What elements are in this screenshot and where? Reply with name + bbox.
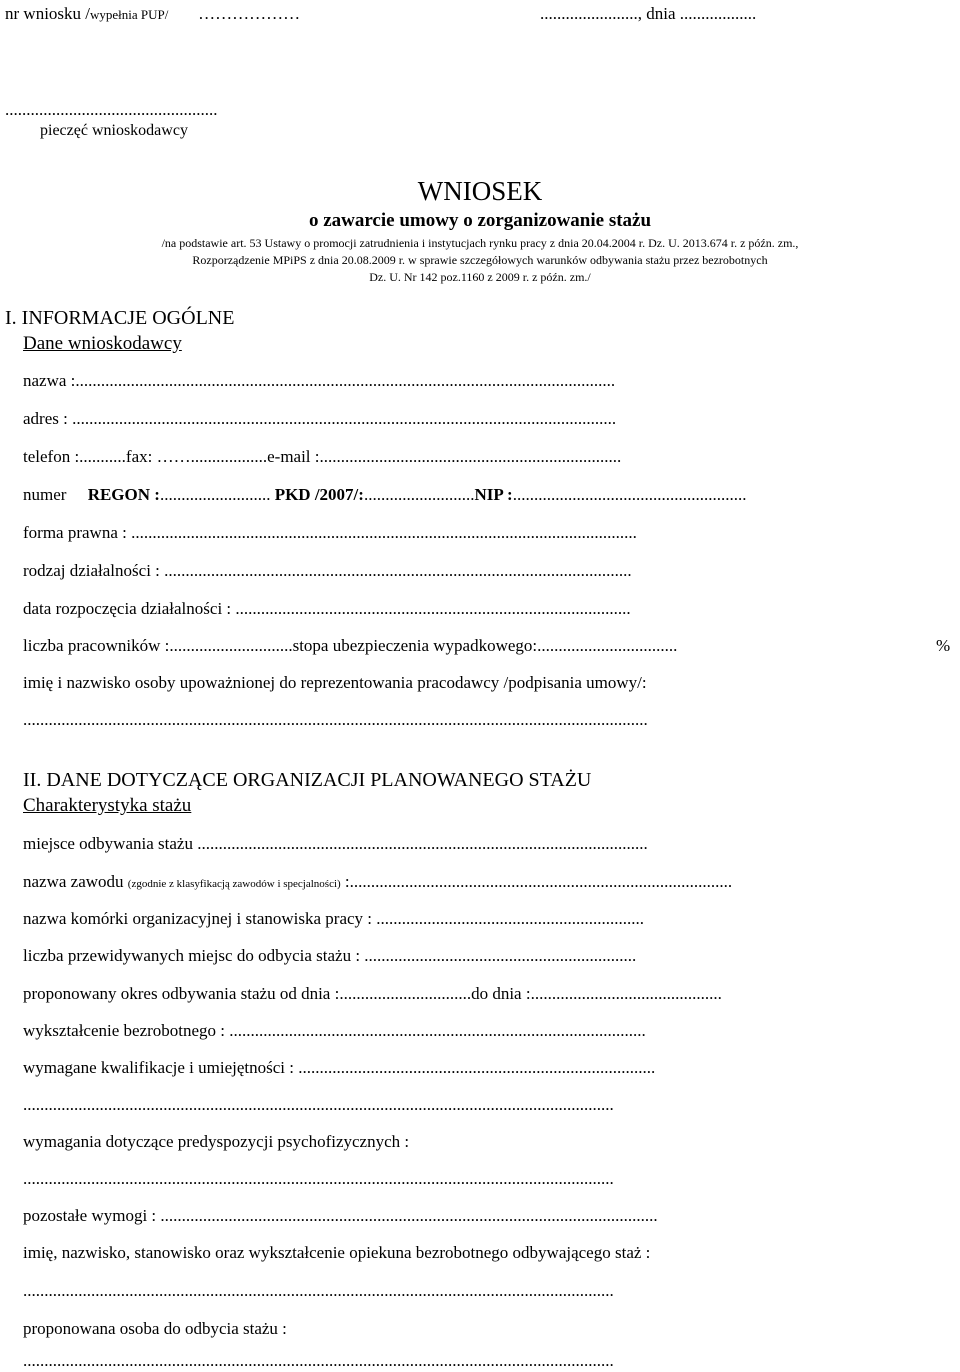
email-field[interactable]: ....................................................................... <box>319 447 622 466</box>
legal-basis-line-2: Rozporządzenie MPiPS z dnia 20.08.2009 r. w sprawie szczegółowych warunków odbywania stażu przez bezrobotnych <box>192 253 768 267</box>
zawod-note: (zgodnie z klasyfikacją zawodów i specjalności) <box>127 878 341 890</box>
document-title: WNIOSEK <box>417 176 543 206</box>
field-kwalifikacje-cont[interactable]: ........................................................................................................................................... <box>23 1095 614 1114</box>
section-1-subheading: Dane wnioskodawcy <box>23 333 182 354</box>
application-number-field[interactable]: ……………… <box>198 4 301 23</box>
field-kwalifikacje[interactable]: wymagane kwalifikacje i umiejętności : .................................................................................... <box>23 1058 656 1077</box>
pkd-field[interactable]: .......................... <box>363 485 475 504</box>
field-predyspozycje[interactable]: ........................................................................................................................................... <box>23 1169 614 1188</box>
field-komorka[interactable]: nazwa komórki organizacyjnej i stanowiska pracy : ............................................................... <box>23 909 645 928</box>
field-wyksztalcenie[interactable]: wykształcenie bezrobotnego : .................................................................................................. <box>23 1021 646 1040</box>
field-authorized-person[interactable]: ................................................................................................................................................... <box>23 710 648 729</box>
filled-by-note: wypełnia PUP/ <box>90 7 169 22</box>
field-miejsce-stazu[interactable]: miejsce odbywania stażu .......................................................................................................... <box>23 834 648 853</box>
regon-label: REGON : <box>87 485 160 504</box>
contact-row <box>23 446 953 468</box>
id-numbers-row <box>23 484 953 506</box>
document-subtitle: o zawarcie umowy o zorganizowanie stażu <box>308 210 652 231</box>
authorized-person-label: imię i nazwisko osoby upoważnionej do reprezentowania pracodawcy /podpisania umowy/: <box>23 673 647 692</box>
field-pozostale-wymogi[interactable]: pozostałe wymogi : ..................................................................................................................... <box>23 1206 658 1225</box>
field-proponowana-osoba[interactable]: ........................................................................................................................................... <box>23 1351 614 1370</box>
mentor-label: imię, nazwisko, stanowisko oraz wykształcenie opiekuna bezrobotnego odbywającego staż : <box>23 1243 651 1262</box>
field-liczba-miejsc[interactable]: liczba przewidywanych miejsc do odbycia stażu : ................................................................ <box>23 946 637 965</box>
section-1-heading: I. INFORMACJE OGÓLNE <box>5 307 235 329</box>
field-nazwa[interactable]: nazwa :............................................................................................................................... <box>23 371 616 390</box>
employees-row <box>23 635 953 657</box>
legal-basis-line-1: /na podstawie art. 53 Ustawy o promocji zatrudnienia i instytucjach rynku pracy z dnia 20.04.2004 r. Dz. U. 2013.674 r. z późn. zm., <box>161 236 799 250</box>
numer-label: numer <box>23 485 67 504</box>
stamp-field[interactable]: .................................................. <box>5 100 218 119</box>
nip-label: NIP : <box>474 485 513 504</box>
legal-basis-line-3: Dz. U. Nr 142 poz.1160 z 2009 r. z późn. zm./ <box>369 270 591 284</box>
liczba-pracownikow-label: liczba pracowników : <box>23 636 170 655</box>
field-data-rozpoczecia[interactable]: data rozpoczęcia działalności : ............................................................................................. <box>23 599 631 618</box>
pkd-label: PKD /2007/: <box>274 485 364 504</box>
zawod-field[interactable]: :.......................................................................................... <box>340 872 733 891</box>
percent-sign: % <box>936 636 951 655</box>
stopa-label: stopa ubezpieczenia wypadkowego: <box>292 636 538 655</box>
section-2-heading: II. DANE DOTYCZĄCE ORGANIZACJI PLANOWANEGO STAŻU <box>23 769 592 791</box>
do-dnia-label: do dnia : <box>471 984 531 1003</box>
field-adres[interactable]: adres : ................................................................................................................................ <box>23 409 617 428</box>
phone-label: telefon : <box>23 447 80 466</box>
okres-label: proponowany okres odbywania stażu od dnia : <box>23 984 340 1003</box>
predispositions-label: wymagania dotyczące predyspozycji psychofizycznych : <box>23 1132 410 1151</box>
field-rodzaj-dzialalnosci[interactable]: rodzaj działalności : .............................................................................................................. <box>23 561 632 580</box>
field-forma-prawna[interactable]: forma prawna : ....................................................................................................................... <box>23 523 637 542</box>
fax-label: fax: <box>125 447 157 466</box>
okres-do-field[interactable]: ............................................. <box>530 984 722 1003</box>
section-2-subheading: Charakterystyka stażu <box>23 795 192 816</box>
profession-row <box>23 871 953 895</box>
zawod-label: nazwa zawodu <box>23 872 124 891</box>
field-opiekun[interactable]: ........................................................................................................................................... <box>23 1281 614 1300</box>
application-number-label: nr wniosku /wypełnia PUP/ ……………… <box>5 4 301 23</box>
phone-field[interactable]: ........... <box>79 447 126 466</box>
fax-field[interactable]: …….................. <box>156 447 268 466</box>
place-date-field[interactable]: ......................., dnia .................. <box>540 4 757 23</box>
email-label: e-mail : <box>267 447 320 466</box>
liczba-pracownikow-field[interactable]: ............................. <box>169 636 293 655</box>
period-row <box>23 983 953 1005</box>
stopa-field[interactable]: ................................. <box>537 636 678 655</box>
nip-field[interactable]: ....................................................... <box>512 485 747 504</box>
okres-od-field[interactable]: ............................... <box>339 984 472 1003</box>
stamp-label: pieczęć wnioskodawcy <box>40 122 188 139</box>
regon-field[interactable]: .......................... <box>159 485 271 504</box>
candidate-label: proponowana osoba do odbycia stażu : <box>23 1319 287 1338</box>
